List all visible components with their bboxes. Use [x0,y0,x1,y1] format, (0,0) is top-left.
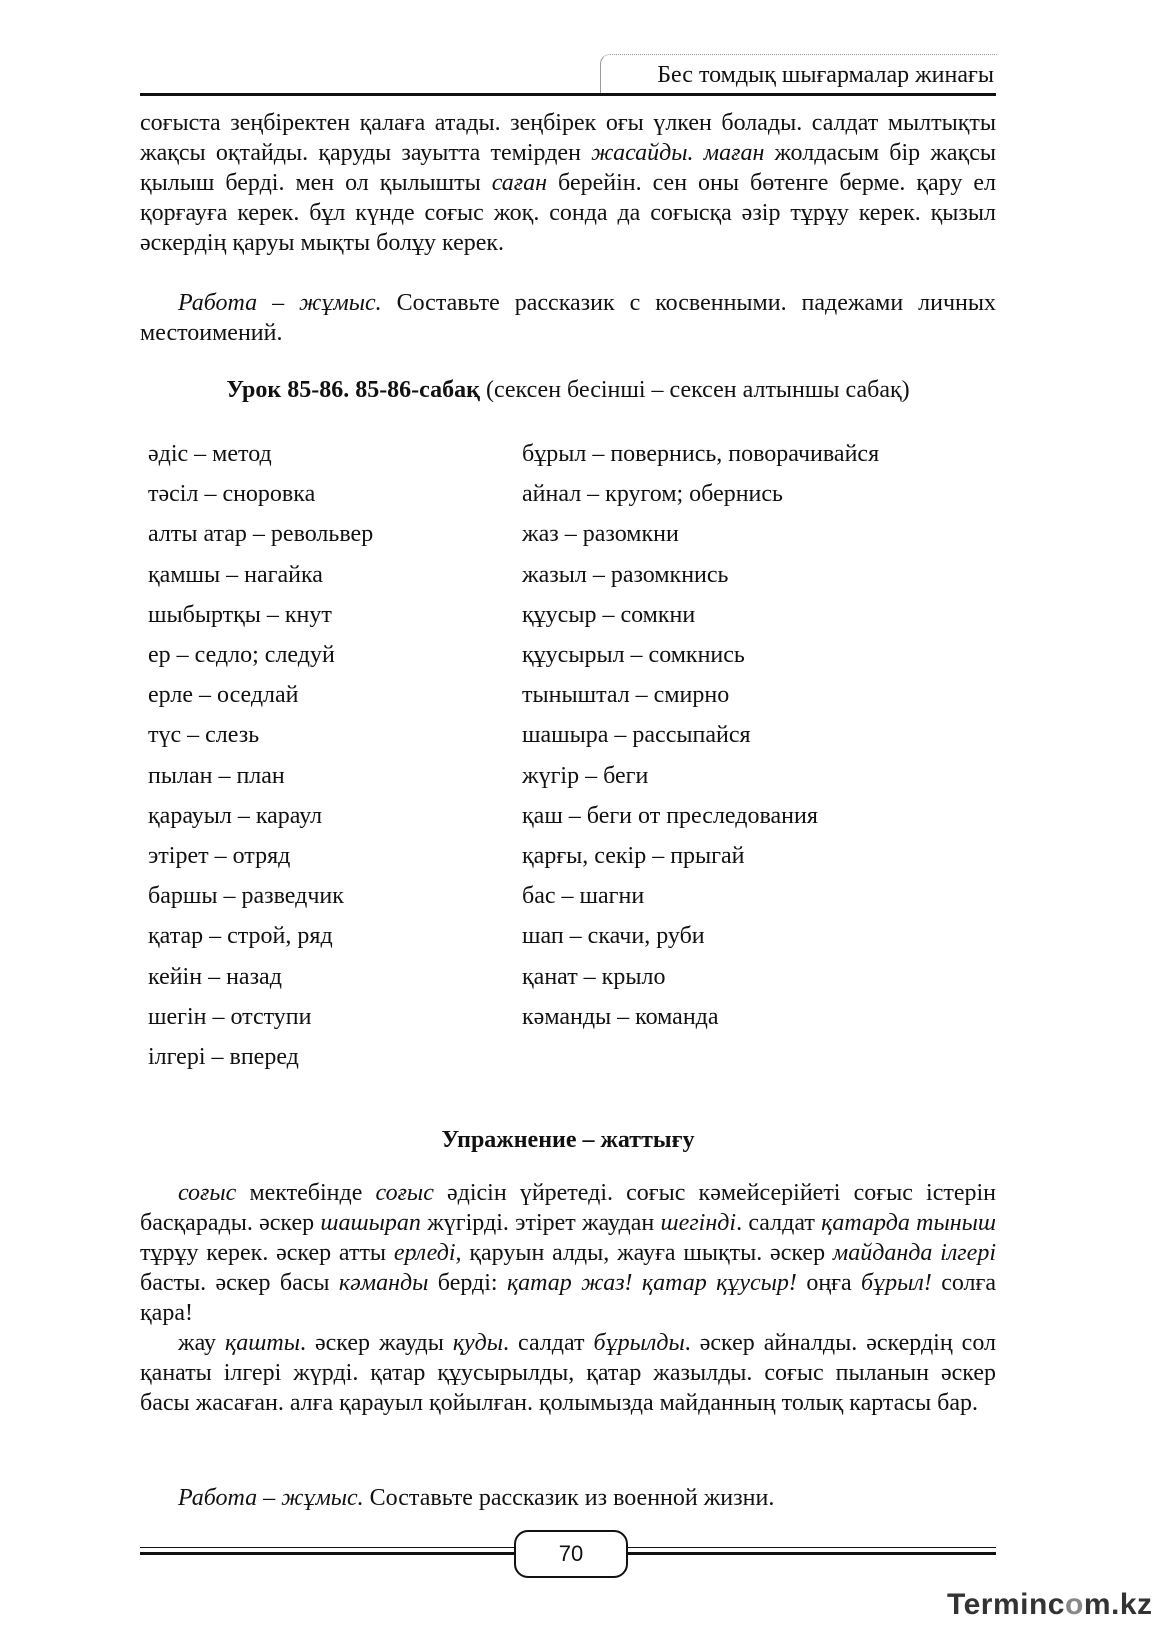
exercise-text-run: . салдат [503,1330,594,1356]
vocab-left-entry: қатар – строй, ряд [148,923,333,950]
lesson-title [140,377,996,404]
exercise-text-run: әдісін үйретеді. соғыс кәмейсерійеті соғыс істерін басқарады. әскер [140,1180,996,1236]
vocab-right-entry: құусырыл – сомкнись [522,642,745,668]
exercise-text-run: басты. әскер басы [140,1270,339,1296]
vocab-left-entry: алты атар – револьвер [148,521,374,548]
exercise-text-run: берді: [428,1270,507,1296]
intro-text-b: жолдасым бір жақсы қылыш берді. мен ол қылышты [140,140,996,196]
vocab-left-entry: ер – седло; следуй [148,642,335,668]
exercise-italic-word: соғыс [178,1180,237,1206]
exercise-text-run: . салдат [736,1210,822,1236]
exercise-italic-word: бұрылды [593,1330,685,1356]
intro-italic-b: саған [491,170,548,196]
watermark-logo [947,1588,1153,1622]
exercise-text-run: жау [178,1330,226,1356]
watermark-part-b: erminc [963,1588,1065,1621]
exercise-text-run: . әскер айналды. әскердің сол қанаты ілгері жүрді. қатар құусырылды, қатар жазылды. соғыс пыланын әскер басы жасаған. алға қарауыл қойылған. қолымызда майданның толық картасы бар. [140,1330,996,1416]
exercise-text-run: тұрұу керек. әскер атты [140,1240,394,1266]
vocab-left-entry: шегін – отступи [148,1003,312,1030]
vocab-right-entry: шашыра – рассыпайся [522,722,751,749]
vocab-right-entry: бас – шагни [522,883,645,910]
vocab-right-entry: жазыл – разомкнись [522,561,729,588]
exercise-text-run: оңға [796,1270,862,1296]
exercise-italic-word: қашты [225,1330,300,1356]
vocab-right-entry: қанат – крыло [522,963,666,990]
exercise-text-run: . әскер жауды [299,1330,453,1356]
intro-text-a: соғыста зеңбіректен қалаға атады. зеңбірек оғы үлкен болады. салдат мылтықты жақсы оқтайды. қаруды зауытта темірден [140,110,996,166]
vocab-right-entry: айнал – кругом; обернись [522,481,783,508]
vocab-left-entry: этірет – отряд [148,843,291,869]
vocab-left-entry: тәсіл – сноровка [148,481,316,508]
exercise-italic-word: қатарда тыныш [821,1210,997,1236]
vocab-left-entry: қамшы – нагайка [148,561,323,588]
task-2-text: Составьте рассказик из военной жизни. [363,1485,775,1511]
exercise-text-run: мектебінде [236,1180,376,1206]
vocab-left-entry: шыбыртқы – кнут [148,601,332,628]
task-2 [140,1483,996,1513]
intro-text-c: берейін. сен оны бөтенге берме. қару ел қорғауға керек. бұл күнде соғыс жоқ. сонда да соғысқа әзір тұрұу керек. қызыл әскердің қаруы мықты болұу керек. [140,170,996,256]
exercise-italic-word: бұрыл! [861,1270,932,1296]
task-1 [140,288,996,348]
intro-paragraph [140,108,996,258]
exercise-text-run: жүгірді. этірет жаудан [420,1210,661,1236]
exercise-italic-word: майданда ілгері [832,1240,996,1266]
task-1-label: Работа – жұмыс. [178,290,382,316]
vocab-left-entry: ілгері – вперед [148,1044,299,1070]
watermark-part-d: m.kz [1083,1588,1153,1621]
vocab-right-entry: бұрыл – повернись, поворачивайся [522,441,880,467]
header-rule [140,93,996,96]
exercise-text-run: солға қара! [140,1270,996,1326]
exercise-title: Упражнение – жаттығу [441,1127,695,1153]
vocab-right-entry: тыныштал – смирно [522,682,730,709]
vocab-left-entry: кейін – назад [148,963,282,990]
exercise-italic-word: қуды [452,1330,504,1356]
exercise-text [140,1178,996,1418]
vocab-right-entry: қарғы, секір – прыгай [522,843,745,869]
watermark-part-c: o [1065,1588,1084,1621]
lesson-title-bold: Урок 85-86. 85-86-сабақ [226,377,480,403]
vocab-right-entry: кәманды – команда [522,1003,719,1030]
vocab-left-entry: әдіс – метод [148,441,272,467]
exercise-italic-word: шашырап [320,1210,421,1236]
vocab-left-entry: баршы – разведчик [148,883,344,910]
exercise-italic-word: қатар жаз! қатар құусыр! [506,1270,797,1296]
intro-italic-a: жасайды. маған [591,140,765,166]
vocab-right-entry: құусыр – сомкни [522,601,696,628]
exercise-italic-word: соғыс [375,1180,434,1206]
running-header-title: Бес томдық шығармалар жинағы [657,62,994,88]
vocab-right-entry: жүгір – беги [522,762,649,789]
page-number: 70 [514,1530,628,1578]
exercise-paragraph-1 [140,1178,996,1328]
vocab-left-entry: ерле – оседлай [148,682,299,709]
vocab-left-entry: түс – слезь [148,722,260,749]
task-1-text: Составьте рассказик с косвенными. падежами личных местоимений. [140,290,996,346]
exercise-paragraph-2 [140,1328,996,1418]
exercise-italic-word: ерледі [393,1240,456,1266]
vocab-left-entry: пылан – план [148,762,285,789]
exercise-italic-word: кәманды [338,1270,429,1296]
vocab-right-entry: қаш – беги от преследования [522,802,818,829]
exercise-italic-word: шегінді [660,1210,737,1236]
vocab-right-entry: шап – скачи, руби [522,923,705,950]
lesson-title-rest: (сексен бесінші – сексен алтыншы сабақ) [479,377,910,403]
watermark-part-a: T [947,1588,964,1621]
task-2-label: Работа – жұмыс. [178,1485,364,1511]
exercise-text-run: , қаруын алды, жауға шықты. әскер [455,1240,833,1266]
vocab-left-entry: қарауыл – караул [148,802,323,829]
vocab-right-entry: жаз – разомкни [522,521,679,548]
